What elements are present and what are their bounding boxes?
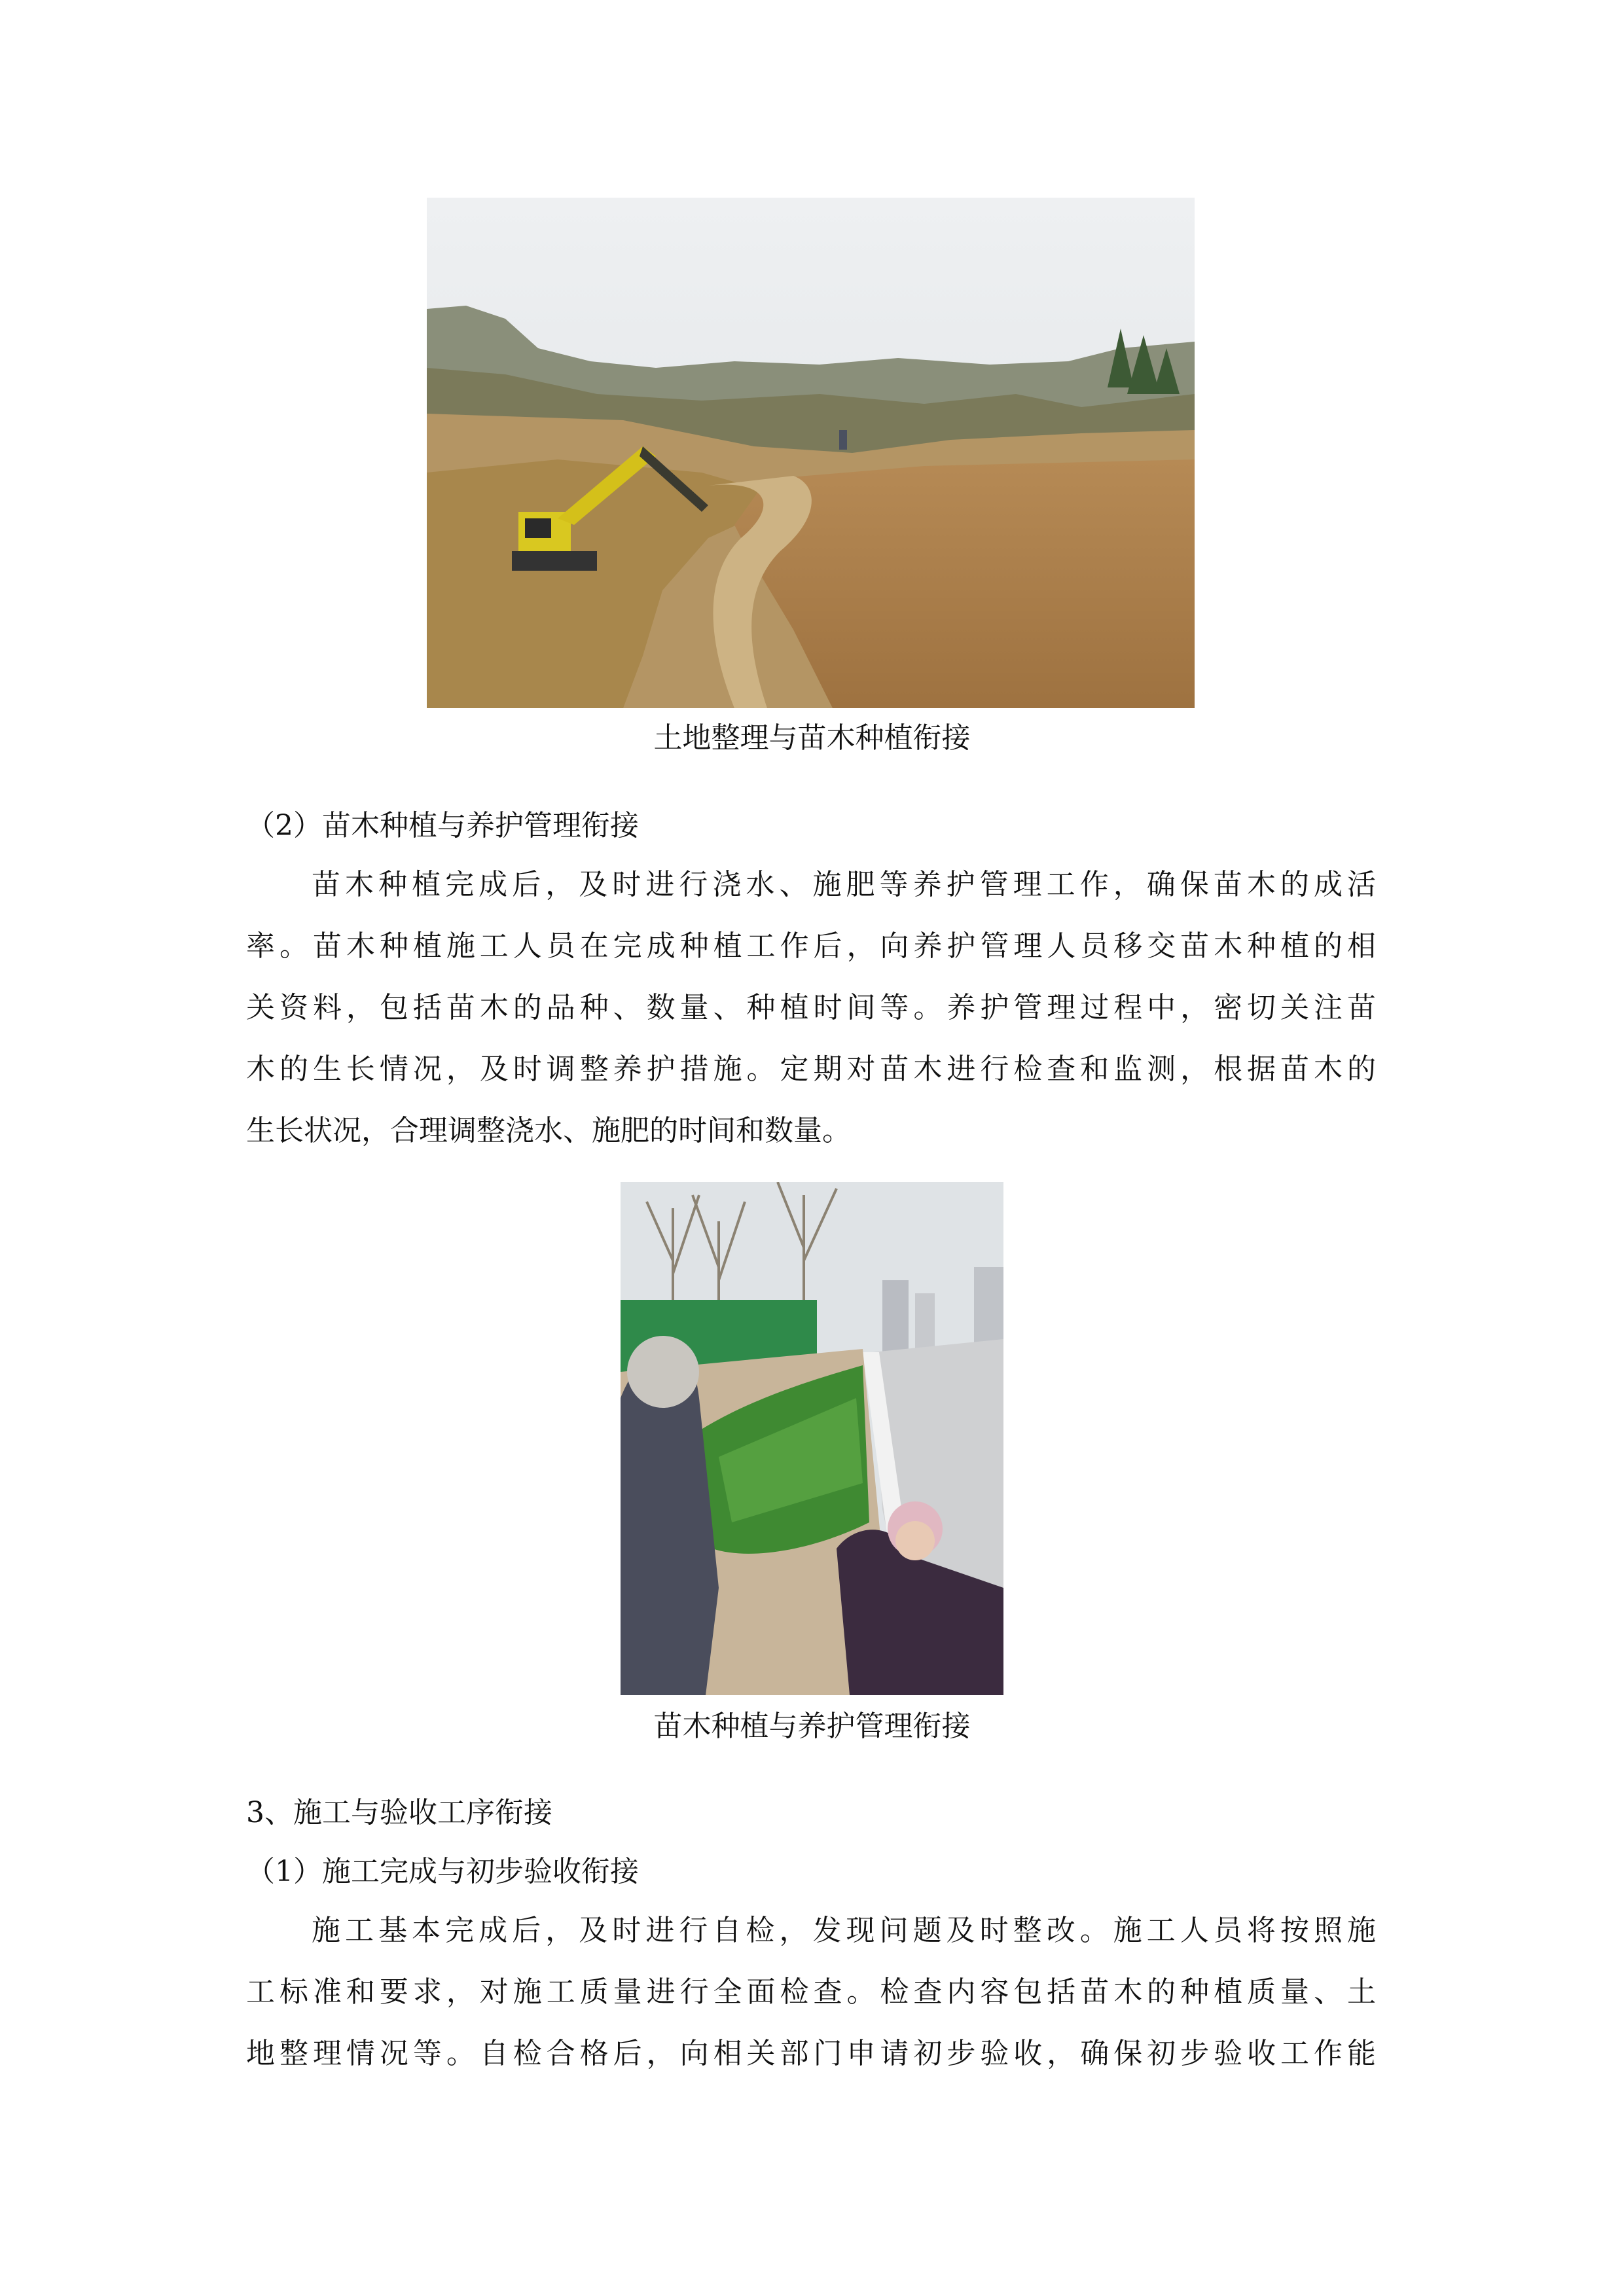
section2-line-4: 木的生长情况，及时调整养护措施。定期对苗木进行检查和监测，根据苗木的 — [246, 1052, 1376, 1086]
excavator-field-photo — [427, 198, 1195, 708]
section2-line-2: 率。苗木种植施工人员在完成种植工作后，向养护管理人员移交苗木种植的相 — [246, 929, 1376, 963]
section2-line-5: 生长状况，合理调整浇水、施肥的时间和数量。 — [246, 1114, 851, 1147]
figure1-caption: 土地整理与苗木种植衔接 — [653, 721, 971, 755]
section3-line-2: 工标准和要求，对施工质量进行全面检查。检查内容包括苗木的种植质量、土 — [246, 1975, 1376, 2009]
section3-line-1: 施工基本完成后，及时进行自检，发现问题及时整改。施工人员将按照施 — [312, 1914, 1376, 1947]
section2-heading: （2）苗木种植与养护管理衔接 — [246, 809, 639, 842]
section2-line-1: 苗木种植完成后，及时进行浇水、施肥等养护管理工作，确保苗木的成活 — [312, 868, 1376, 901]
figure2-caption: 苗木种植与养护管理衔接 — [653, 1710, 971, 1743]
section3-subheading: （1）施工完成与初步验收衔接 — [246, 1855, 639, 1888]
section3-line-3: 地整理情况等。自检合格后，向相关部门申请初步验收，确保初步验收工作能 — [246, 2037, 1376, 2070]
section3-heading: 3、施工与验收工序衔接 — [246, 1796, 552, 1829]
section2-line-3: 关资料，包括苗木的品种、数量、种植时间等。养护管理过程中，密切关注苗 — [246, 991, 1376, 1024]
roadside-planting-photo — [621, 1182, 1003, 1695]
